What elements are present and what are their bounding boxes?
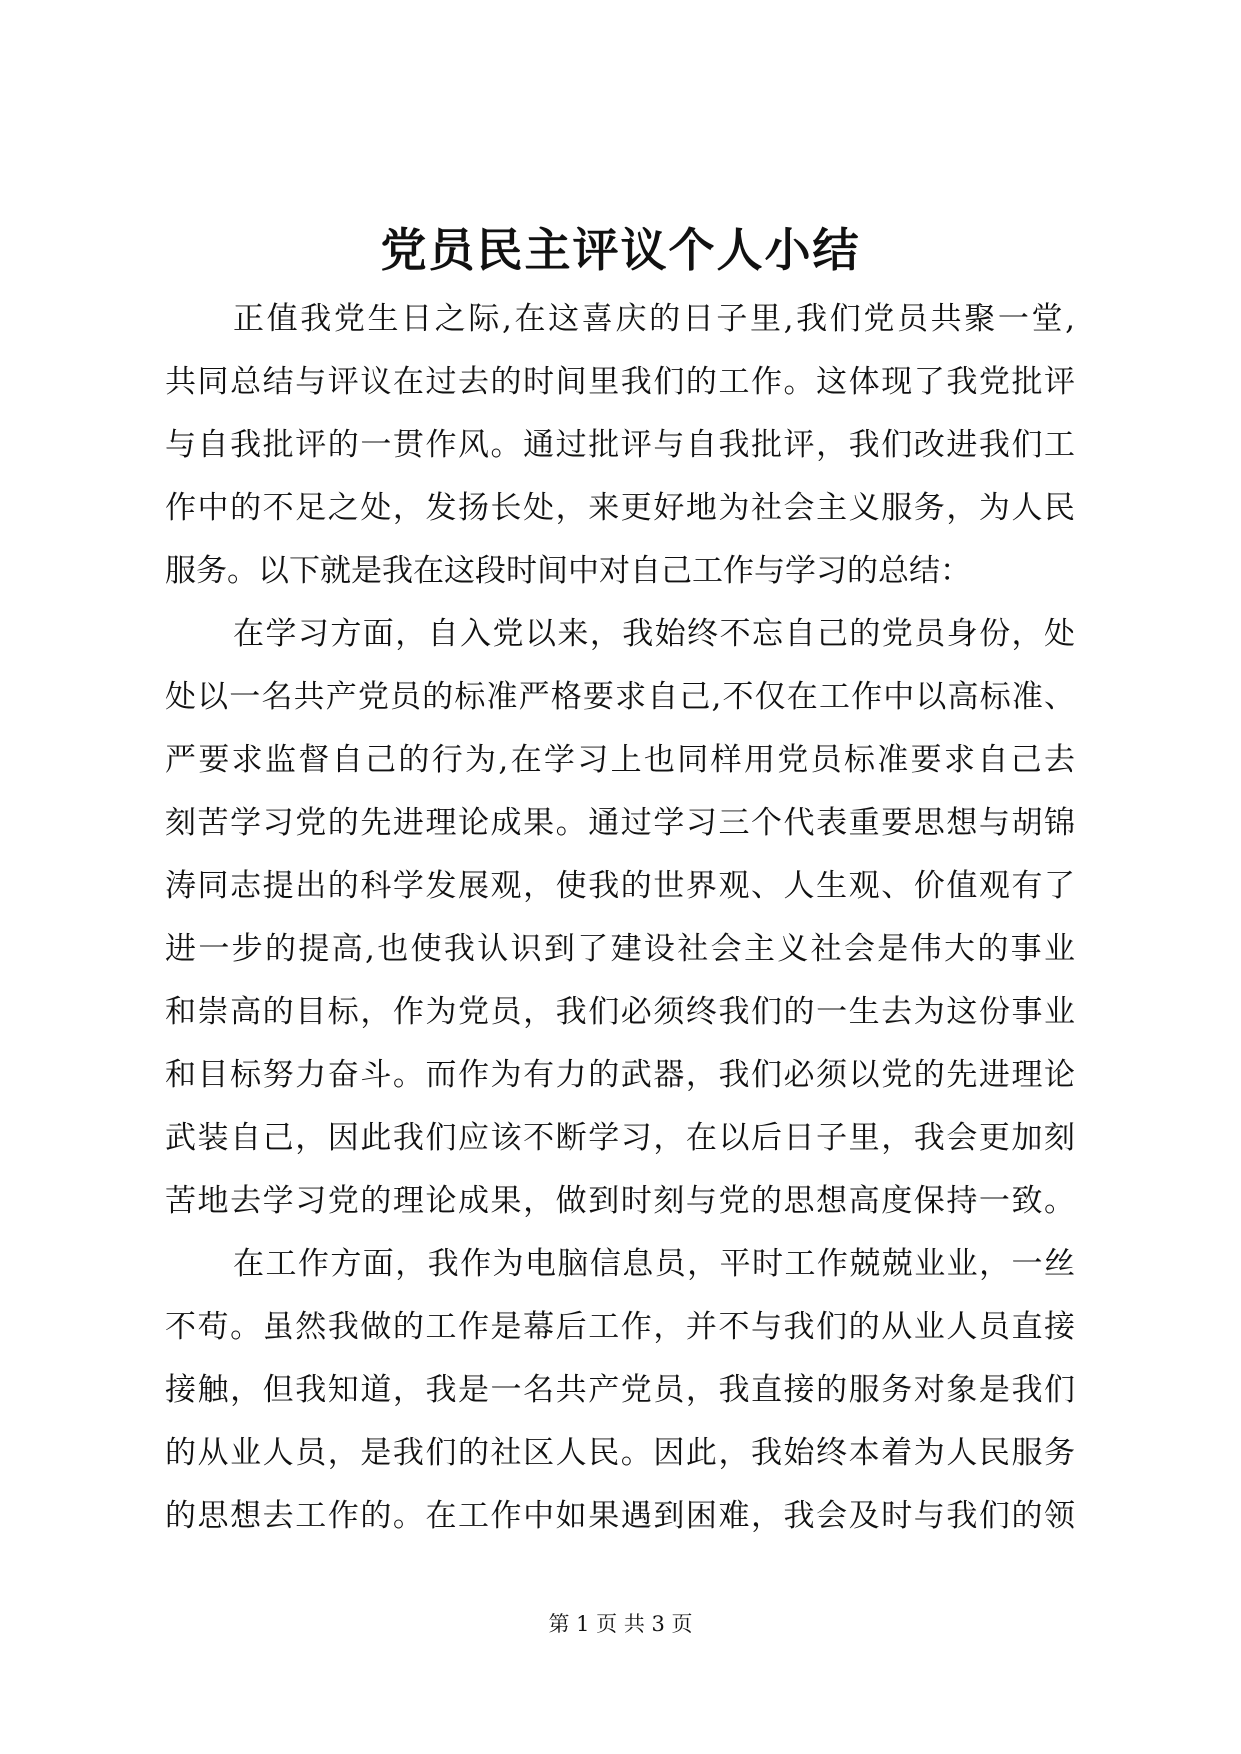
text-line: 进一步的提高,也使我认识到了建设社会主义社会是伟大的事业 xyxy=(165,931,1075,967)
text-line: 接触，但我知道，我是一名共产党员，我直接的服务对象是我们 xyxy=(165,1372,1075,1408)
page-footer: 第 1 页 共 3 页 xyxy=(548,1612,693,1636)
document-title: 党员民主评议个人小结 xyxy=(380,223,861,277)
document-body xyxy=(165,288,1075,1548)
text-line: 正值我党生日之际,在这喜庆的日子里,我们党员共聚一堂, xyxy=(233,301,1075,337)
text-line: 涛同志提出的科学发展观，使我的世界观、人生观、价值观有了 xyxy=(165,868,1075,904)
text-line: 与自我批评的一贯作风。通过批评与自我批评，我们改进我们工 xyxy=(165,427,1075,463)
text-line: 在工作方面，我作为电脑信息员，平时工作兢兢业业，一丝 xyxy=(233,1246,1075,1282)
text-line: 的从业人员，是我们的社区人民。因此，我始终本着为人民服务 xyxy=(165,1435,1075,1471)
text-line: 苦地去学习党的理论成果，做到时刻与党的思想高度保持一致。 xyxy=(165,1183,1075,1219)
text-line: 的思想去工作的。在工作中如果遇到困难，我会及时与我们的领 xyxy=(165,1498,1075,1534)
text-line: 和崇高的目标，作为党员，我们必须终我们的一生去为这份事业 xyxy=(165,994,1075,1030)
text-line: 共同总结与评议在过去的时间里我们的工作。这体现了我党批评 xyxy=(165,364,1075,400)
text-line: 不苟。虽然我做的工作是幕后工作，并不与我们的从业人员直接 xyxy=(165,1309,1075,1345)
text-line: 武装自己，因此我们应该不断学习，在以后日子里，我会更加刻 xyxy=(165,1120,1075,1156)
text-line: 在学习方面，自入党以来，我始终不忘自己的党员身份，处 xyxy=(233,616,1075,652)
text-line: 刻苦学习党的先进理论成果。通过学习三个代表重要思想与胡锦 xyxy=(165,805,1075,841)
text-line: 处以一名共产党员的标准严格要求自己,不仅在工作中以高标准、 xyxy=(165,679,1075,715)
text-line: 严要求监督自己的行为,在学习上也同样用党员标准要求自己去 xyxy=(165,742,1075,778)
text-line: 作中的不足之处，发扬长处，来更好地为社会主义服务，为人民 xyxy=(165,490,1075,526)
text-line: 和目标努力奋斗。而作为有力的武器，我们必须以党的先进理论 xyxy=(165,1057,1075,1093)
text-line: 服务。以下就是我在这段时间中对自己工作与学习的总结： xyxy=(165,553,971,589)
